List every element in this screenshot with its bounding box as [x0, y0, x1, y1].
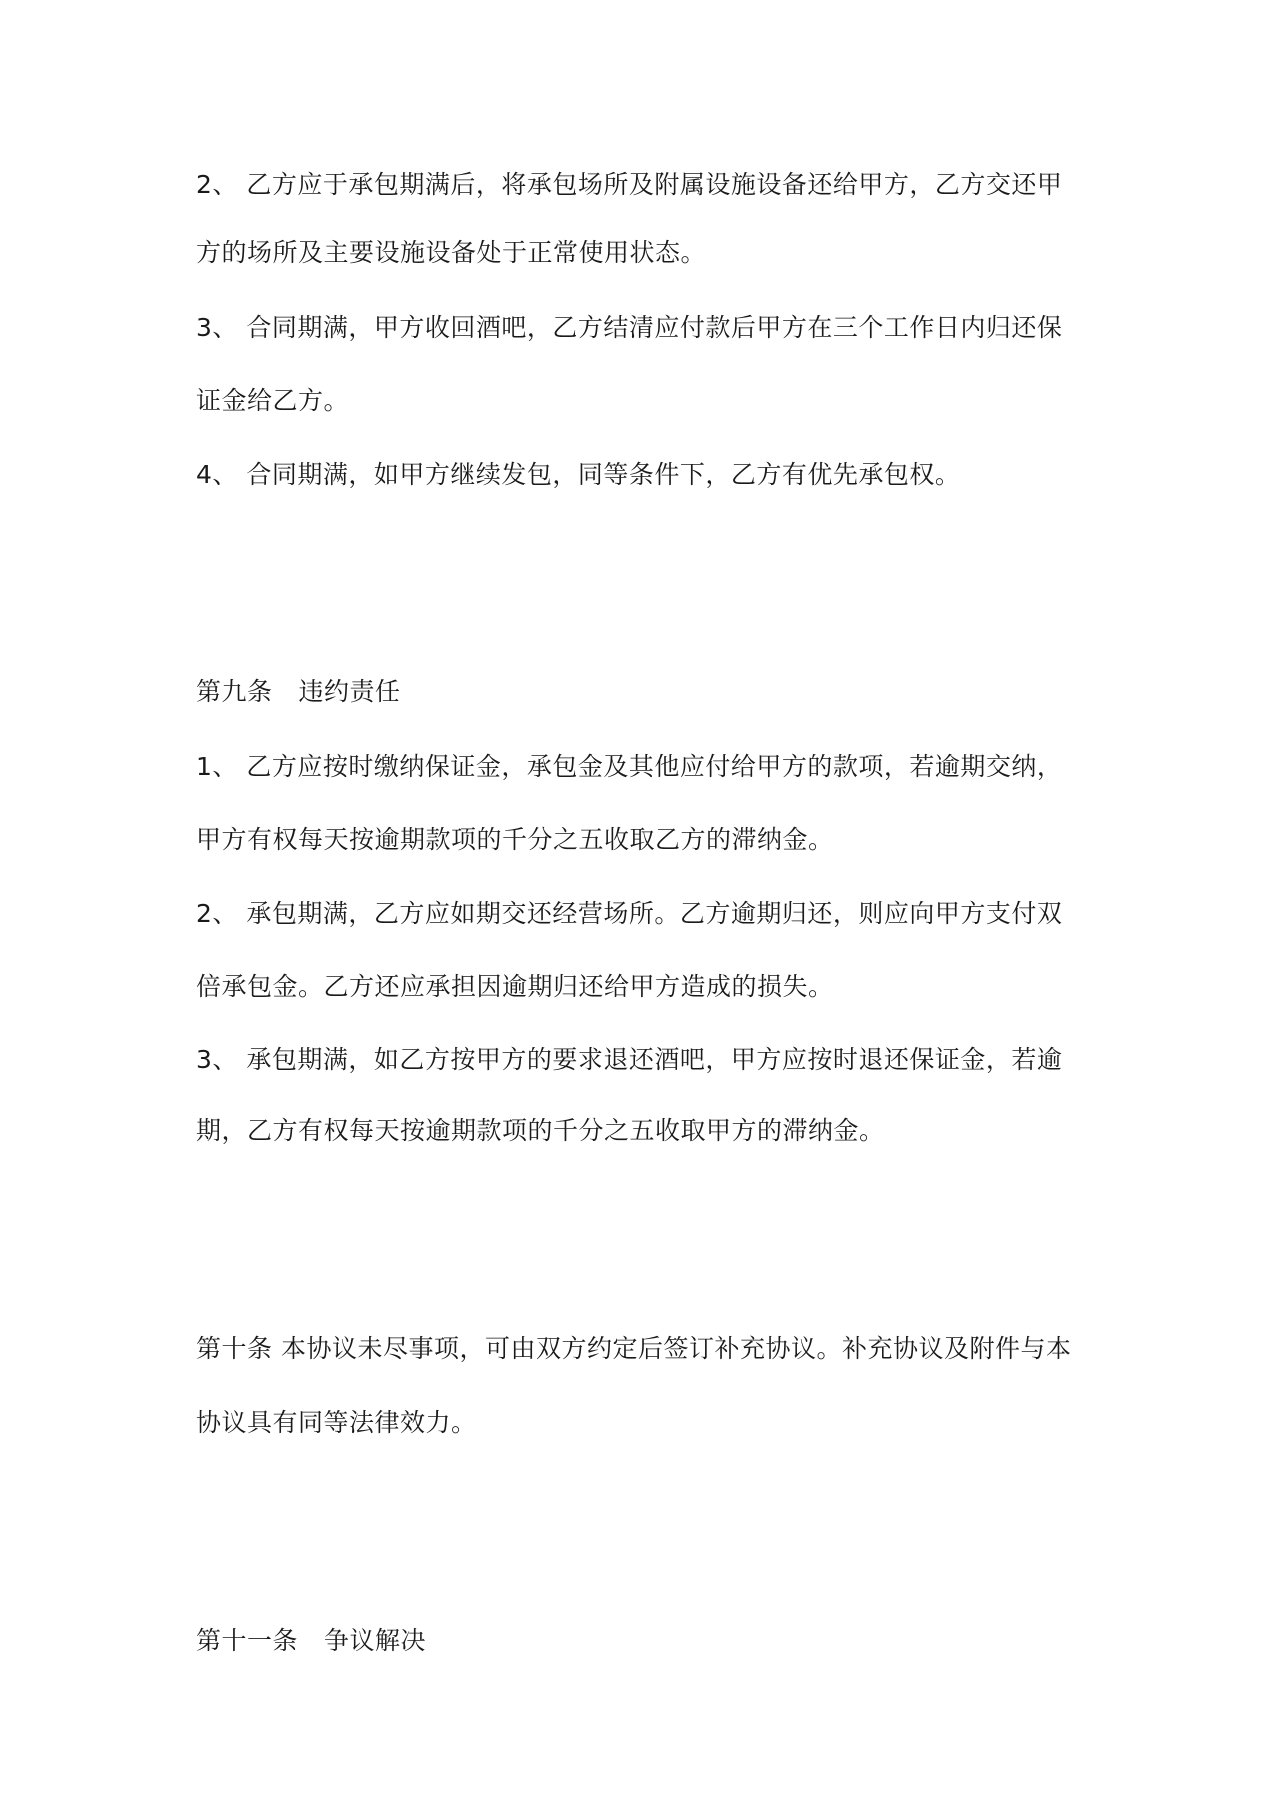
- paragraph-line: 证金给乙方。: [196, 386, 350, 415]
- paragraph-line: 方的场所及主要设施设备处于正常使用状态。: [196, 238, 707, 267]
- paragraph-line: 3、 合同期满，甲方收回酒吧，乙方结清应付款后甲方在三个工作日内归还保: [196, 313, 1063, 342]
- article-9-title: 违约责任: [298, 677, 401, 706]
- article-10-line: 第十条 本协议未尽事项，可由双方约定后签订补充协议。补充协议及附件与本: [196, 1334, 1072, 1363]
- paragraph-line: 2、 乙方应于承包期满后，将承包场所及附属设施设备还给甲方，乙方交还甲: [196, 170, 1063, 199]
- paragraph-line: 2、 承包期满，乙方应如期交还经营场所。乙方逾期归还，则应向甲方支付双: [196, 899, 1063, 928]
- article-11-number: 第十一条: [196, 1626, 299, 1655]
- paragraph-line: 甲方有权每天按逾期款项的千分之五收取乙方的滞纳金。: [196, 825, 834, 854]
- paragraph-line: 3、 承包期满，如乙方按甲方的要求退还酒吧，甲方应按时退还保证金，若逾: [196, 1045, 1063, 1074]
- article-9-heading: [196, 675, 401, 709]
- article-10-line: 协议具有同等法律效力。: [196, 1408, 477, 1437]
- article-11-heading: [196, 1624, 426, 1658]
- paragraph-line: 1、 乙方应按时缴纳保证金，承包金及其他应付给甲方的款项，若逾期交纳，: [196, 752, 1063, 781]
- paragraph-line: 期，乙方有权每天按逾期款项的千分之五收取甲方的滞纳金。: [196, 1116, 885, 1145]
- article-11-title: 争议解决: [324, 1626, 427, 1655]
- article-9-number: 第九条: [196, 677, 273, 706]
- paragraph-line: 4、 合同期满，如甲方继续发包，同等条件下，乙方有优先承包权。: [196, 460, 961, 489]
- paragraph-line: 倍承包金。乙方还应承担因逾期归还给甲方造成的损失。: [196, 972, 834, 1001]
